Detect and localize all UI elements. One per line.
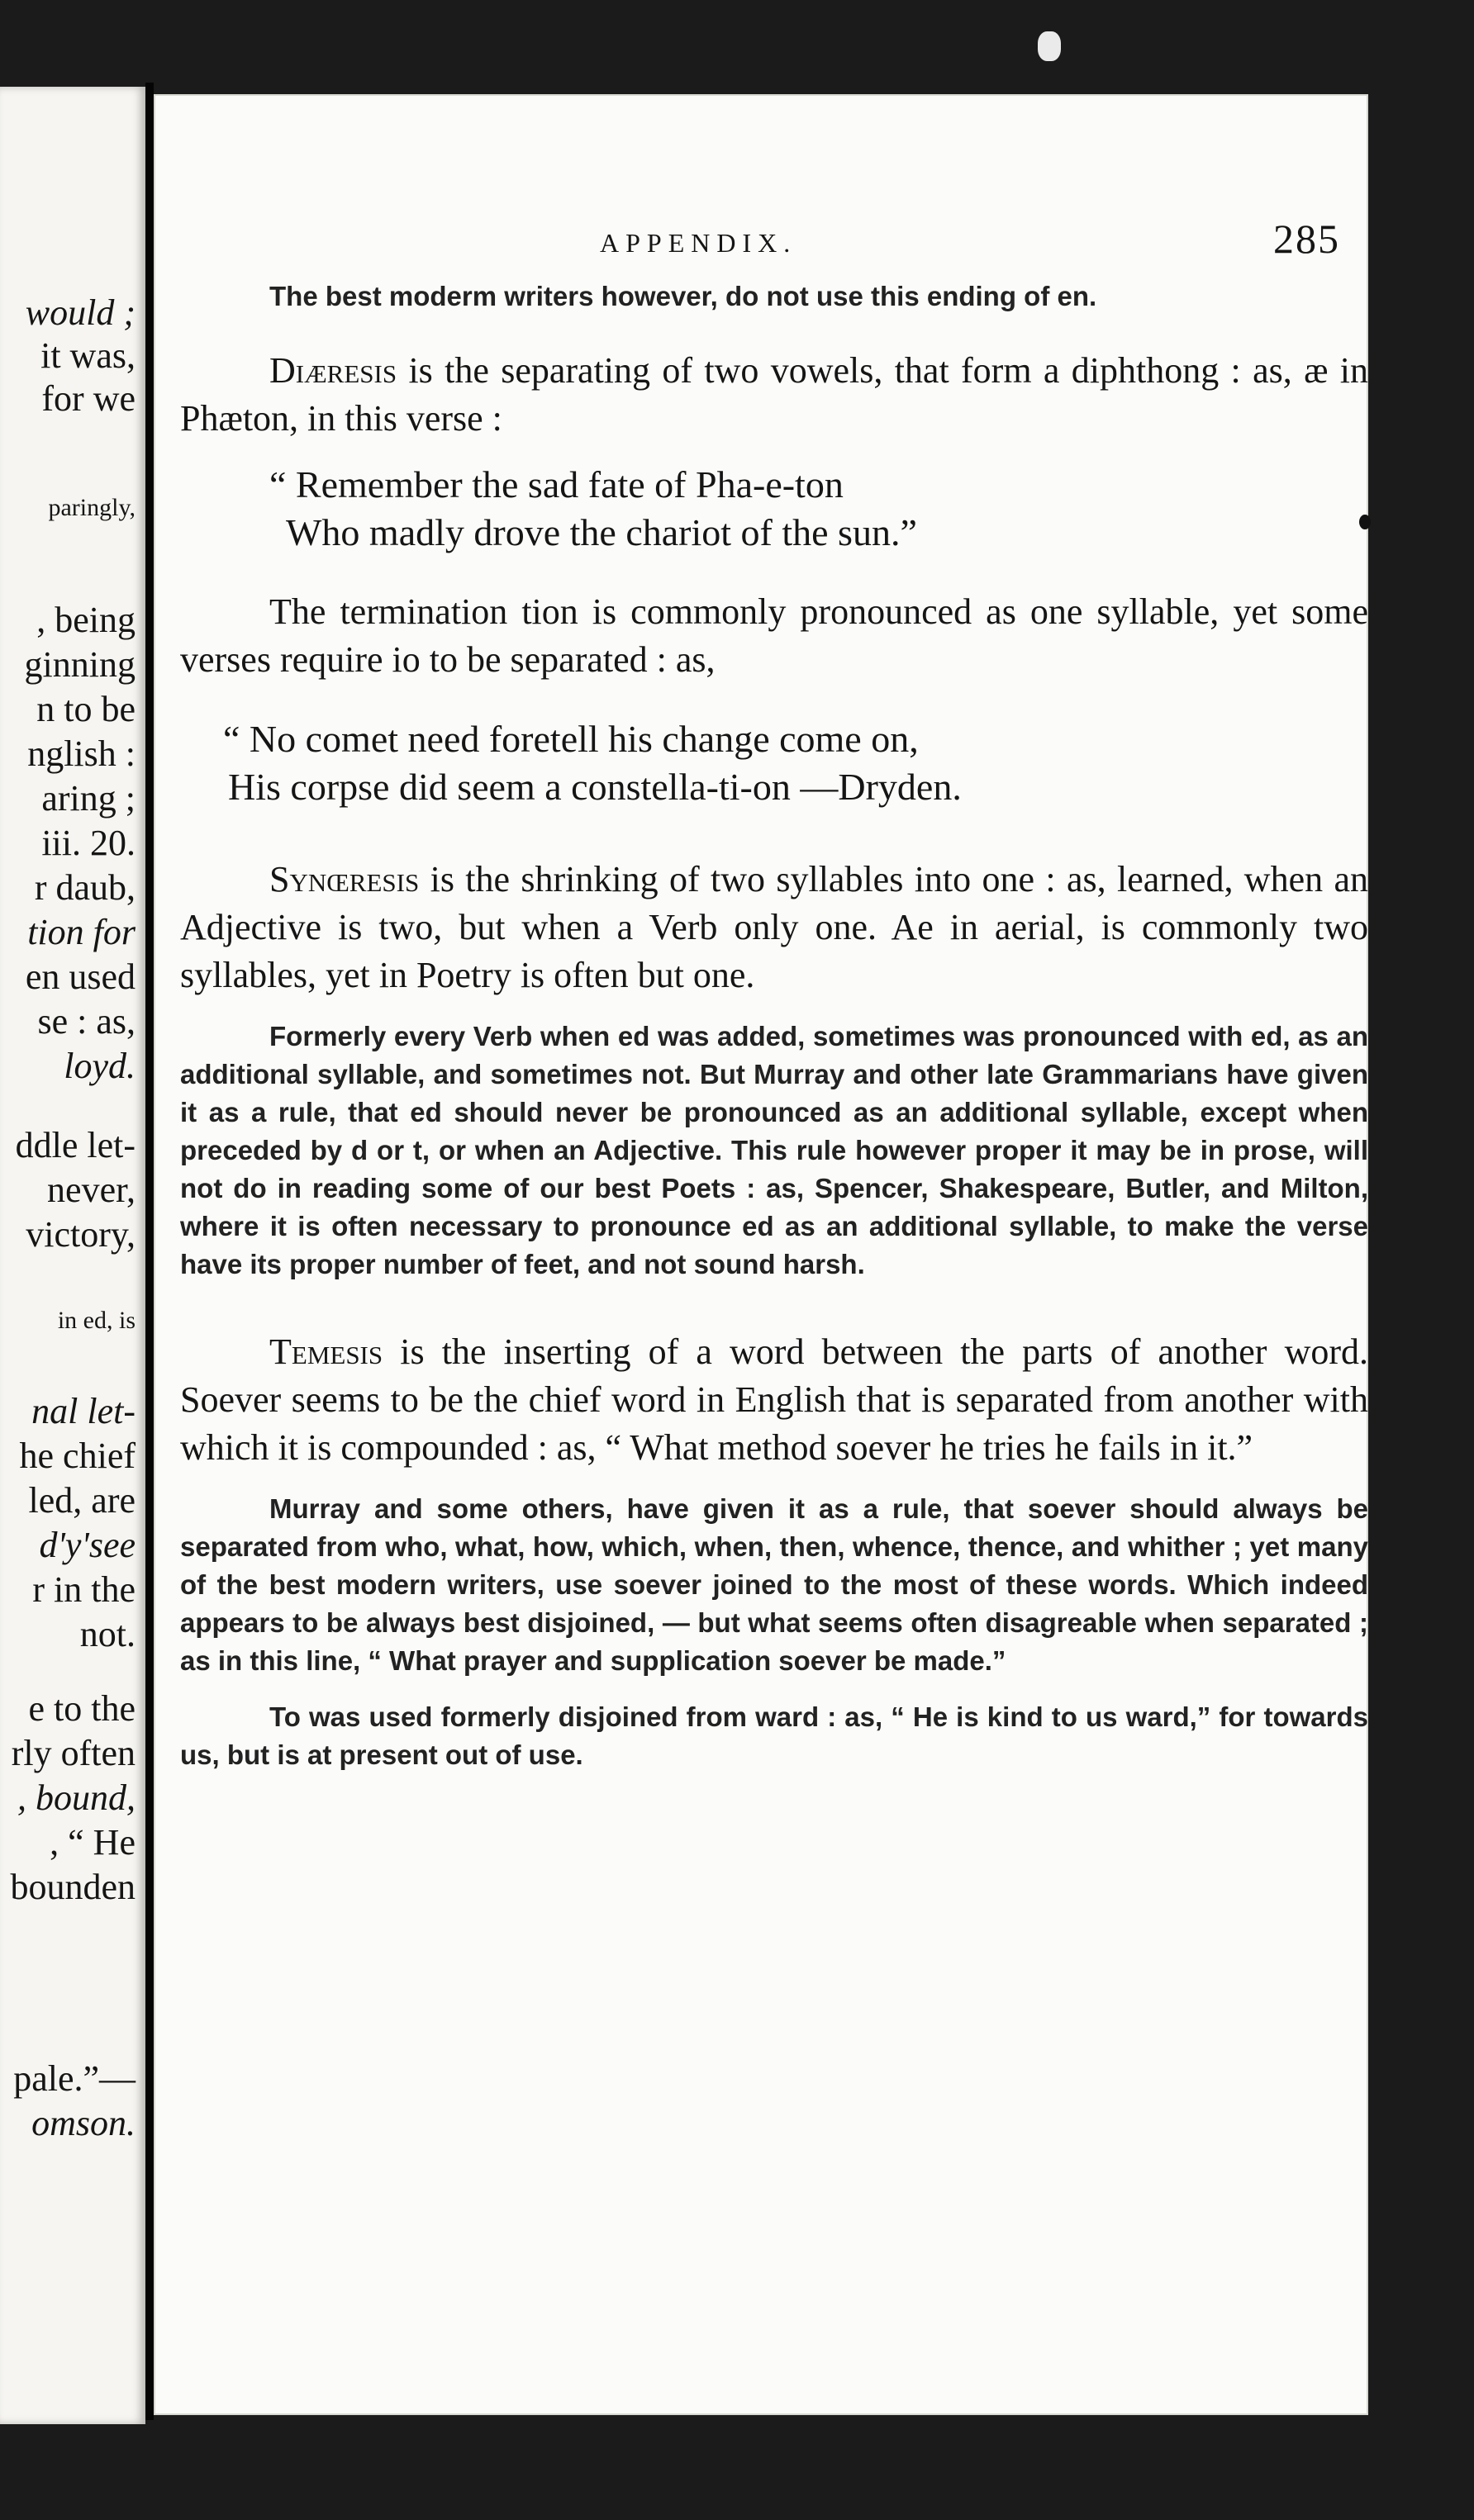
left-line: pale.”— [13, 2058, 136, 2099]
paragraph-text: is the separating of two vowels, that form a diphthong : as, æ in Phæton, in this verse : [180, 350, 1369, 439]
paragraph-tmesis [180, 1328, 1368, 1472]
book-page [154, 94, 1368, 2415]
term-heading: Diæresis [269, 350, 397, 391]
left-line: r daub, [34, 867, 136, 908]
page-header [154, 208, 1368, 262]
page-body [180, 278, 1368, 1774]
left-line: n to be [36, 689, 136, 729]
ink-spot [1359, 515, 1371, 529]
verse-block [180, 461, 1368, 557]
left-line: , being [36, 600, 136, 640]
left-line: nal let- [31, 1391, 136, 1431]
left-line: en used [25, 956, 136, 997]
left-line: in ed, is [57, 1307, 136, 1334]
left-line: for we [41, 378, 136, 419]
running-head: APPENDIX. [600, 228, 797, 258]
left-line: iii. 20. [41, 823, 136, 863]
page-gutter [145, 83, 154, 2420]
paragraph-text: is the shrinking of two syllables into one : as, learned, when an Adjective is two, but when a Verb only one. Ae in aerial, is commonly two syllables, yet in Poetry is often but one. [180, 859, 1368, 995]
left-line: paringly, [48, 494, 136, 521]
left-line: , “ He [50, 1822, 136, 1863]
left-line: , bound, [17, 1777, 136, 1818]
paragraph-synaeresis [180, 856, 1368, 999]
left-line: nglish : [27, 733, 136, 774]
paragraph-text: is the inserting of a word between the parts of another word. Soever seems to be the chief word in English that is separated from another with which it is compounded : as, “ What method soever he tries he fails in it.” [180, 1331, 1368, 1468]
left-line: aring ; [41, 778, 136, 819]
verse-block [180, 715, 1368, 811]
left-line: tion for [27, 912, 136, 952]
paragraph: Formerly every Verb when ed was added, sometimes was pronounced with ed, as an additional syllable, and sometimes not. But Murray and other late Grammarians have given it as a rule, that ed should never be pronounced as an additional syllable, except when preceded by d or t, or when an Adjective. This rule however proper it may be in prose, will not do in reading some of our best Poets : as, Spencer, Shakespeare, Butler, and Milton, where it is often necessary to pronounce ed as an additional syllable, to make the verse have its proper number of feet, and not sound harsh. [180, 1021, 1368, 1279]
left-line: d'y'see [39, 1525, 136, 1565]
verse-line: His corpse did seem a constella-ti-on —Dryden. [228, 766, 962, 808]
verse-line: “ No comet need foretell his change come on, [223, 718, 919, 760]
left-line: rly often [11, 1733, 136, 1773]
left-line: it was, [40, 335, 136, 376]
verse-line: “ Remember the sad fate of Pha-e-ton [269, 463, 844, 505]
left-line: omson. [31, 2103, 136, 2143]
paragraph: The best moderm writers however, do not use this ending of en. [269, 281, 1097, 311]
left-line: loyd. [64, 1046, 136, 1086]
verse-line: Who madly drove the chariot of the sun.” [286, 511, 917, 553]
left-line: he chief [19, 1436, 136, 1476]
left-line: ginning [24, 644, 136, 685]
paragraph: Murray and some others, have given it as a rule, that soever should always be separated from who, what, how, which, when, then, whence, thence, and whither ; yet many of the best modern writers, use soever joined to the most of these words. Which indeed appears to be always best disjoined, — but what seems often disagreable when separated ; as in this line, “ What prayer and supplication soever be made.” [180, 1493, 1368, 1676]
left-line: not. [79, 1614, 136, 1654]
left-line: led, are [28, 1480, 136, 1521]
paragraph: To was used formerly disjoined from ward : as, “ He is kind to us ward,” for towards us, but is at present out of use. [180, 1701, 1368, 1770]
page-number: 285 [1273, 216, 1340, 262]
left-line: ddle let- [15, 1125, 136, 1165]
paper-scrap [1038, 31, 1061, 61]
left-line: victory, [26, 1214, 136, 1255]
term-heading: Temesis [269, 1331, 383, 1372]
left-line: would ; [25, 292, 136, 333]
paragraph: The termination tion is commonly pronounced as one syllable, yet some verses require io to be separated : as, [180, 591, 1368, 680]
left-line: never, [47, 1170, 136, 1210]
left-line: r in the [32, 1569, 136, 1610]
paragraph-diaeresis [180, 347, 1368, 443]
left-line: bounden [10, 1867, 136, 1907]
term-heading: Synœresis [269, 859, 420, 899]
left-line: e to the [28, 1688, 136, 1729]
left-page-fragment [0, 87, 145, 2424]
left-line: se : as, [37, 1001, 136, 1042]
